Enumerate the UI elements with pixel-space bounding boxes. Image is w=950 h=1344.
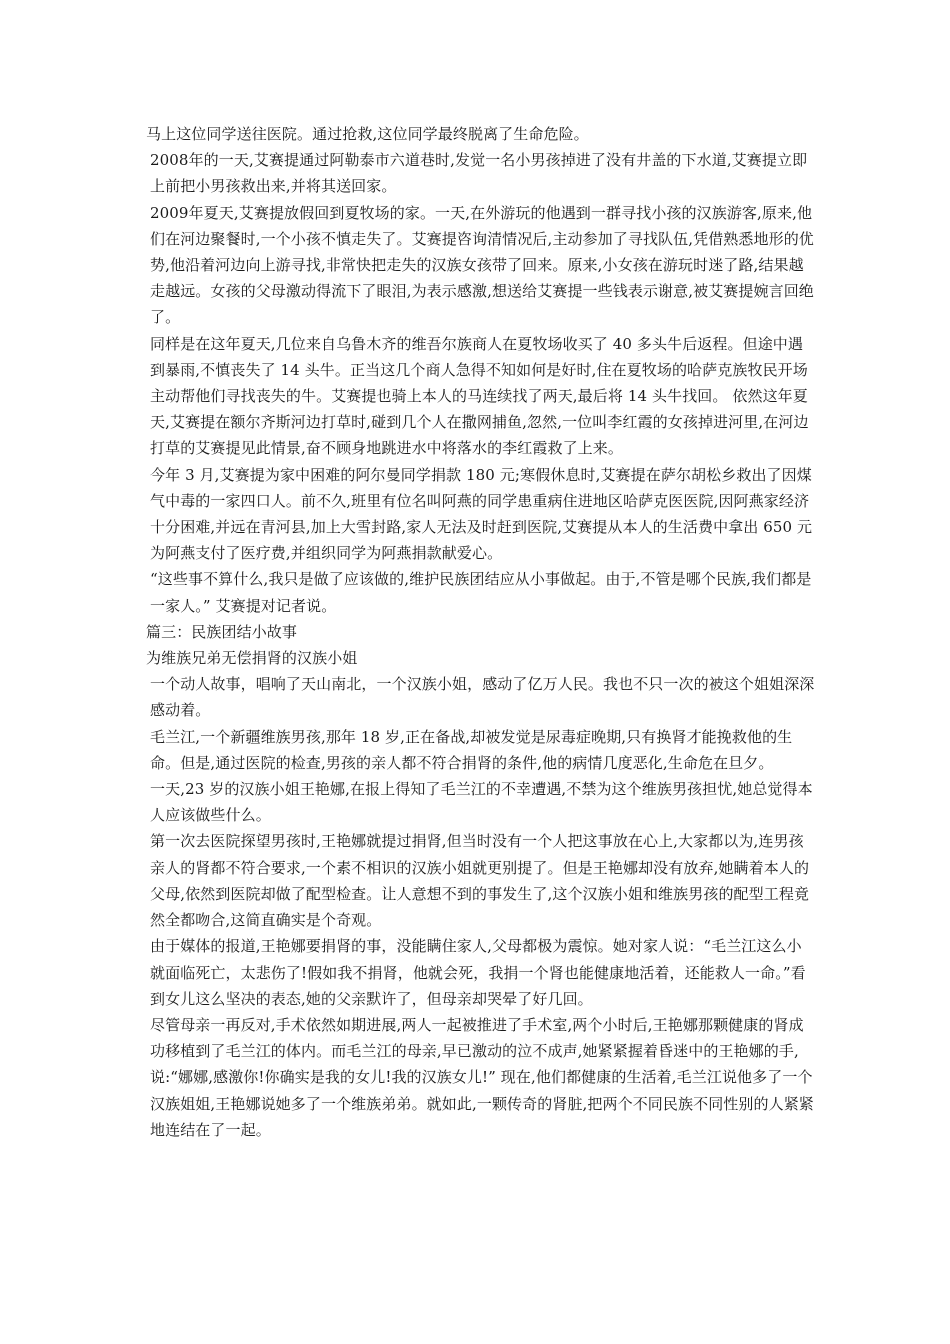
paragraph: 一个动人故事，唱响了天山南北，一个汉族小姐，感动了亿万人民。我也不只一次的被这个姐姐深深感动着。 <box>150 675 815 720</box>
paragraph: 马上这位同学送往医院。通过抢救,这位同学最终脱离了生命危险。 <box>146 125 589 143</box>
document-body <box>146 121 816 1143</box>
paragraph: 同样是在这年夏天,几位来自乌鲁木齐的维吾尔族商人在夏牧场收买了 40 多头牛后返程。但途中遇到暴雨,不慎丧失了 14 头牛。正当这几个商人急得不知如何是好时,住在夏牧场的哈萨克族牧民开场主动帮他们寻找丧失的牛。艾赛提也骑上本人的马连续找了两天,最后将 14 头牛找回。 依然这年夏天,艾赛提在额尔齐斯河边打草时,碰到几个人在撒网捕鱼,忽然,一位叫李红霞的女孩掉进河里,在河边打草的艾赛提见此情景,奋不顾身地跳进水中将落水的李红霞救了上来。 <box>150 334 809 458</box>
paragraph: 2008年的一天,艾赛提通过阿勒泰市六道巷时,发觉一名小男孩掉进了没有井盖的下水道,艾赛提立即上前把小男孩救出来,并将其送回家。 <box>150 151 808 196</box>
paragraph: 一天,23 岁的汉族小姐王艳娜,在报上得知了毛兰江的不幸遭遇,不禁为这个维族男孩担忧,她总觉得本人应该做些什么。 <box>150 780 813 825</box>
paragraph: 尽管母亲一再反对,手术依然如期进展,两人一起被推进了手术室,两个小时后,王艳娜那颗健康的肾成功移植到了毛兰江的体内。而毛兰江的母亲,早已激动的泣不成声,她紧紧握着昏迷中的王艳娜的手,说:“娜娜,感激你!你确实是我的女儿!我的汉族女儿!” 现在,他们都健康的生活着,毛兰江说他多了一个汉族姐姐,王艳娜说她多了一个维族弟弟。就如此,一颗传奇的肾脏,把两个不同民族不同性别的人紧紧地连结在了一起。 <box>150 1015 814 1139</box>
paragraph: 第一次去医院探望男孩时,王艳娜就提过捐肾,但当时没有一个人把这事放在心上,大家都以为,连男孩亲人的肾都不符合要求,一个素不相识的汉族小姐就更别提了。但是王艳娜却没有放弃,她瞒着本人的父母,依然到医院却做了配型检查。让人意想不到的事发生了,这个汉族小姐和维族男孩的配型工程竟然全都吻合,这简直确实是个奇观。 <box>150 832 810 930</box>
paragraph: 由于媒体的报道,王艳娜要捐肾的事，没能瞒住家人,父母都极为震惊。她对家人说：“毛兰江这么小就面临死亡，太悲伤了!假如我不捐肾，他就会死，我捐一个肾也能健康地活着，还能救人一命。”看到女儿这么坚决的表态,她的父亲默许了，但母亲却哭晕了好几回。 <box>150 937 806 1008</box>
paragraph: 今年 3 月,艾赛提为家中困难的阿尔曼同学捐款 180 元;寒假休息时,艾赛提在萨尔胡松乡救出了因煤气中毒的一家四口人。前不久,班里有位名叫阿燕的同学患重病住进地区哈萨克医医院,因阿燕家经济十分困难,并远在青河县,加上大雪封路,家人无法及时赶到医院,艾赛提从本人的生活费中拿出 650 元为阿燕支付了医疗费,并组织同学为阿燕捐款献爱心。 <box>150 465 813 563</box>
paragraph: 2009年夏天,艾赛提放假回到夏牧场的家。一天,在外游玩的他遇到一群寻找小孩的汉族游客,原来,他们在河边聚餐时,一个小孩不慎走失了。艾赛提咨询清情况后,主动参加了寻找队伍,凭借熟悉地形的优势,他沿着河边向上游寻找,非常快把走失的汉族女孩带了回来。原来,小女孩在游玩时迷了路,结果越走越远。女孩的父母激动得流下了眼泪,为表示感激,想送给艾赛提一些钱表示谢意,被艾赛提婉言回绝了。 <box>150 203 814 327</box>
story-title: 为维族兄弟无偿捐肾的汉族小姐 <box>146 649 358 668</box>
paragraph-quote: “这些事不算什么,我只是做了应该做的,维护民族团结应从小事做起。由于,不管是哪个民族,我们都是一家人。” 艾赛提对记者说。 <box>150 570 812 615</box>
section-heading: 篇三：民族团结小故事 <box>146 622 298 641</box>
paragraph: 毛兰江,一个新疆维族男孩,那年 18 岁,正在备战,却被发觉是尿毒症晚期,只有换肾才能挽救他的生命。但是,通过医院的检查,男孩的亲人都不符合捐肾的条件,他的病情几度恶化,生命危在旦夕。 <box>150 727 793 772</box>
